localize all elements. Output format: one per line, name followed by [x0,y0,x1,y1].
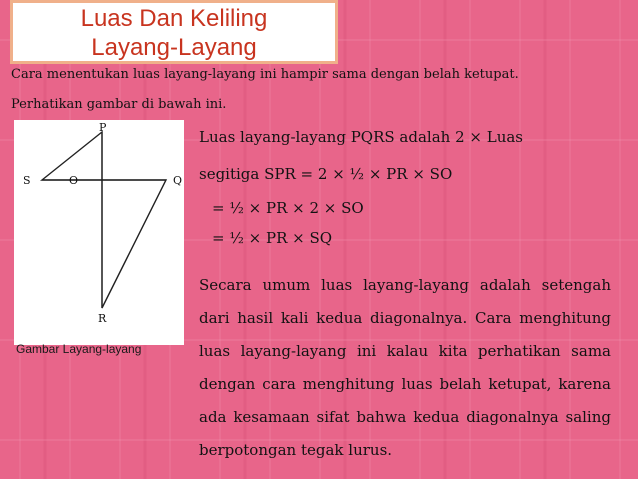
figure-caption: Gambar Layang-layang [16,342,142,356]
intro-line-1: Cara menentukan luas layang-layang ini hampir sama dengan belah ketupat. [11,67,519,82]
paragraph-line-1: Secara umum luas layang-layang adalah setengah [199,276,611,294]
label-o: O [69,174,79,187]
label-p: P [99,121,107,134]
paragraph-line-3: luas layang-layang ini kalau kita perhatikan sama [199,342,611,360]
formula-line-3: = ½ × PR × 2 × SO [212,199,364,217]
paragraph-line-4: dengan cara menghitung luas belah ketupat, karena [199,375,611,393]
intro-line-2: Perhatikan gambar di bawah ini. [11,97,227,112]
paragraph-line-5: ada kesamaan sifat bahwa kedua diagonalnya saling [199,408,611,426]
formula-line-1: Luas layang-layang PQRS adalah 2 × Luas [199,128,524,146]
formula-line-4: = ½ × PR × SQ [212,229,333,247]
kite-figure [14,120,184,345]
formula-line-2: segitiga SPR = 2 × ½ × PR × SO [199,165,453,183]
paragraph-line-2: dari hasil kali kedua diagonalnya. Cara menghitung [199,309,611,327]
paragraph-line-6: berpotongan tegak lurus. [199,441,393,459]
title-box [10,0,338,64]
label-s: S [23,174,31,187]
label-q: Q [173,174,183,187]
label-r: R [98,312,107,325]
title-line-1: Luas Dan Keliling [80,5,268,32]
title-line-2: Layang-Layang [91,34,257,61]
